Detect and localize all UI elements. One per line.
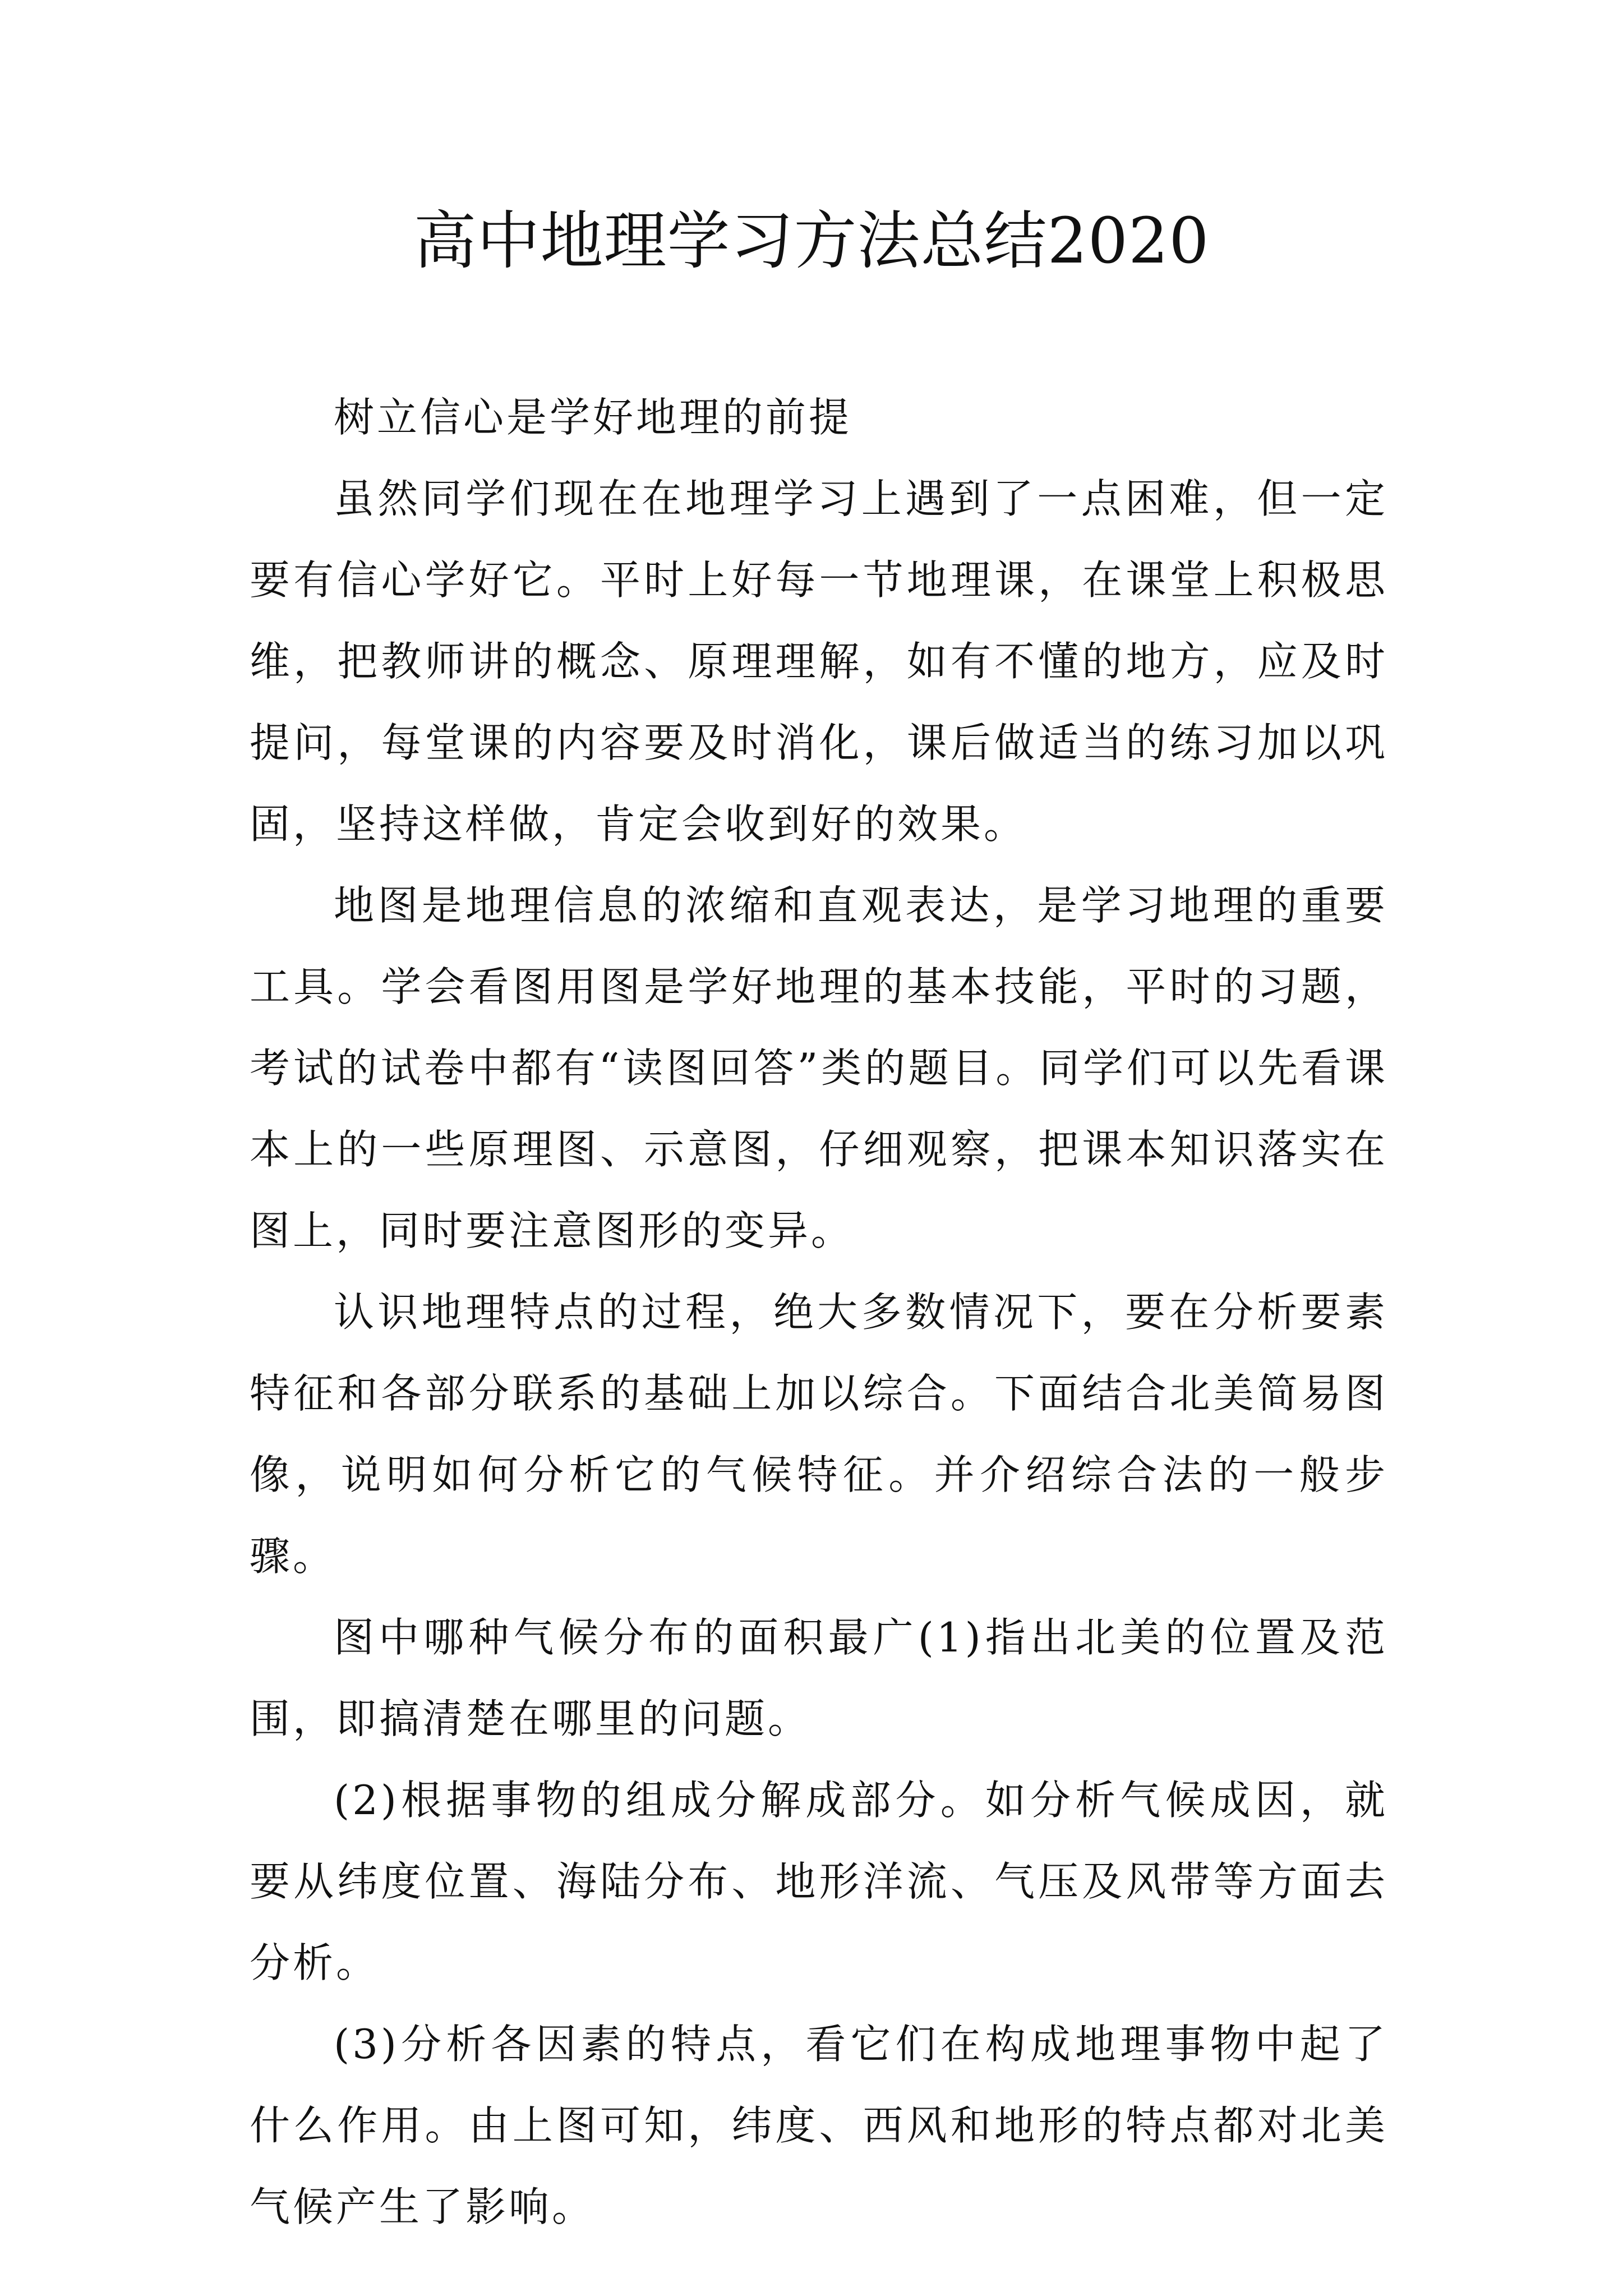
paragraph-step-2: (2)根据事物的组成分解成部分。如分析气候成因，就要从纬度位置、海陆分布、地形洋流、气压及风带等方面去分析。 — [250, 1777, 1388, 1986]
document-body — [250, 377, 1388, 2248]
paragraph-maps: 地图是地理信息的浓缩和直观表达，是学习地理的重要工具。学会看图用图是学好地理的基本技能，平时的习题，考试的试卷中都有“读图回答”类的题目。同学们可以先看课本上的一些原理图、示意图，仔细观察，把课本知识落实在图上，同时要注意图形的变异。 — [250, 882, 1388, 1254]
paragraph-analysis: 认识地理特点的过程，绝大多数情况下，要在分析要素特征和各部分联系的基础上加以综合。下面结合北美简易图像，说明如何分析它的气候特征。并介绍综合法的一般步骤。 — [250, 1289, 1388, 1580]
paragraph-step-3: (3)分析各因素的特点，看它们在构成地理事物中起了什么作用。由上图可知，纬度、西风和地形的特点都对北美气候产生了影响。 — [250, 2021, 1388, 2230]
paragraph-confidence: 虽然同学们现在在地理学习上遇到了一点困难，但一定要有信心学好它。平时上好每一节地理课，在课堂上积极思维，把教师讲的概念、原理理解，如有不懂的地方，应及时提问，每堂课的内容要及时消化，课后做适当的练习加以巩固，坚持这样做，肯定会收到好的效果。 — [250, 475, 1388, 848]
paragraph-subheading: 树立信心是学好地理的前提 — [334, 394, 852, 441]
paragraph-step-1: 图中哪种气候分布的面积最广(1)指出北美的位置及范围，即搞清楚在哪里的问题。 — [250, 1614, 1388, 1742]
document-title: 高中地理学习方法总结2020 — [413, 205, 1210, 278]
